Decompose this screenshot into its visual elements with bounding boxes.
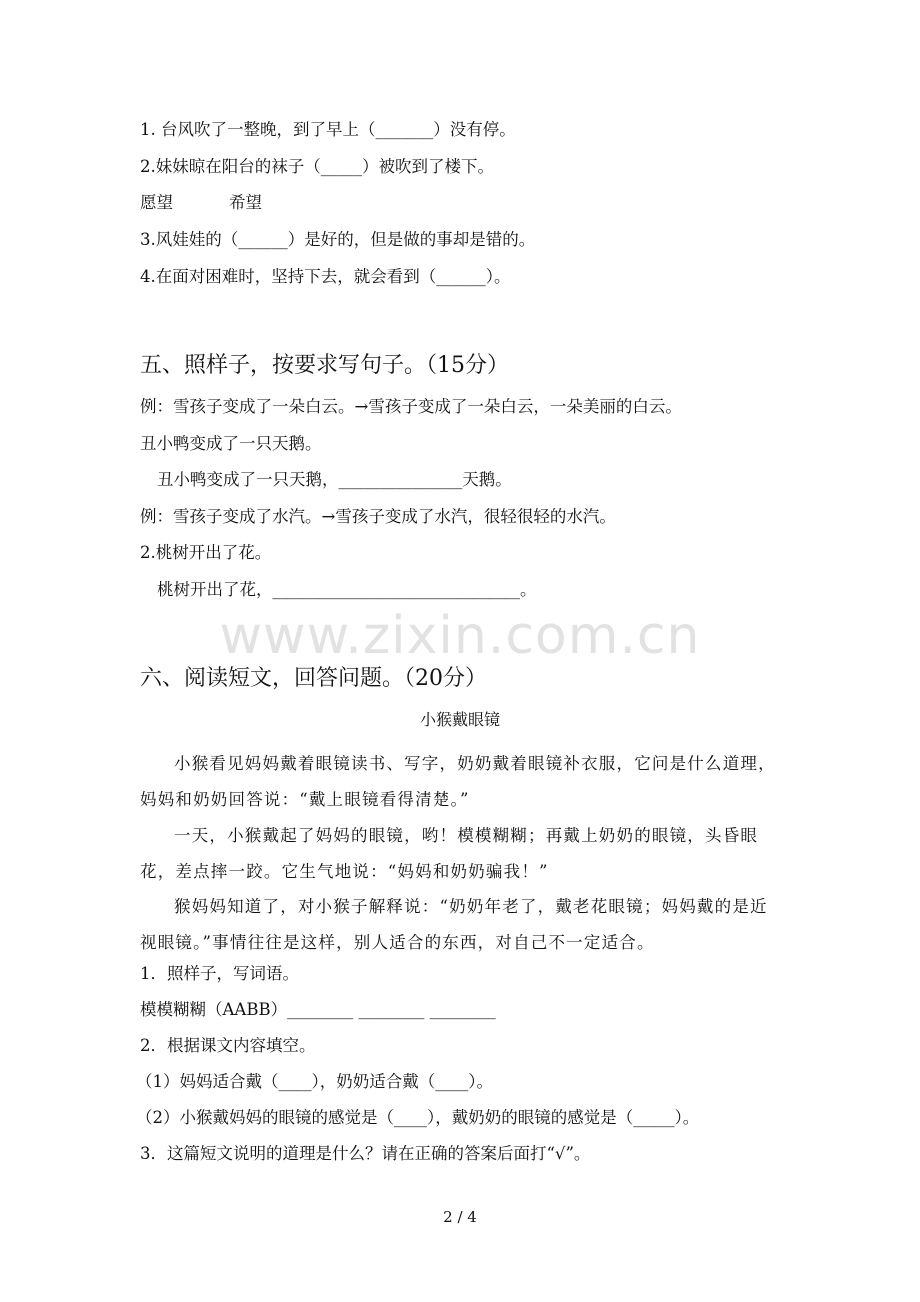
question-line: 2.桃树开出了花。	[140, 543, 272, 562]
section-heading: 六、阅读短文，回答问题。（20分）	[140, 666, 487, 691]
answer-line: 模模糊糊（AABB）________ ________ ________	[140, 1000, 496, 1019]
answer-line: 桃树开出了花，______________________________。	[157, 580, 537, 599]
answer-line: （2）小猴戴妈妈的眼镜的感觉是（____），戴奶奶的眼镜的感觉是（_____）。	[136, 1108, 700, 1127]
passage-paragraph: 猴妈妈知道了，对小猴子解释说：“奶奶年老了，戴老花眼镜；妈妈戴的是近视眼镜。”事情往往是这样，别人适合的东西，对自己不一定适合。	[140, 897, 768, 952]
word-choice: 希望	[229, 193, 262, 212]
example-line: 例：雪孩子变成了一朵白云。→雪孩子变成了一朵白云，一朵美丽的白云。	[140, 397, 682, 416]
page-number: 2 / 4	[443, 1208, 477, 1226]
passage-title: 小猴戴眼镜	[419, 710, 500, 729]
word-choice: 愿望	[140, 193, 173, 212]
example-line: 例：雪孩子变成了水汽。→雪孩子变成了水汽，很轻很轻的水汽。	[140, 507, 616, 526]
question-line: 3.风娃娃的（______）是好的，但是做的事却是错的。	[140, 230, 536, 249]
question-line: 1. 台风吹了一整晚，到了早上（_______）没有停。	[140, 120, 516, 139]
answer-line: 丑小鸭变成了一只天鹅，_______________天鹅。	[157, 470, 512, 489]
question-line: 1．照样子，写词语。	[140, 964, 299, 983]
question-line: 3．这篇短文说明的道理是什么？请在正确的答案后面打“√”。	[140, 1144, 591, 1163]
passage-paragraph: 小猴看见妈妈戴着眼镜读书、写字，奶奶戴着眼镜补衣服，它问是什么道理，妈妈和奶奶回答说：“戴上眼镜看得清楚。”	[140, 754, 776, 809]
question-line: 丑小鸭变成了一只天鹅。	[140, 434, 322, 453]
word-choices	[140, 193, 262, 213]
question-line: 2.妹妹晾在阳台的袜子（_____）被吹到了楼下。	[140, 157, 494, 176]
question-line: 4.在面对困难时，坚持下去，就会看到（______）。	[140, 267, 511, 286]
answer-line: （1）妈妈适合戴（____），奶奶适合戴（____）。	[136, 1072, 493, 1091]
passage-paragraph: 一天，小猴戴起了妈妈的眼镜，哟！模模糊糊；再戴上奶奶的眼镜，头昏眼花，差点摔一跤。它生气地说：“妈妈和奶奶骗我！”	[140, 826, 759, 881]
section-heading: 五、照样子，按要求写句子。（15分）	[140, 353, 509, 378]
question-line: 2．根据课文内容填空。	[140, 1036, 316, 1055]
watermark: www.zixin.com.cn	[219, 606, 701, 666]
